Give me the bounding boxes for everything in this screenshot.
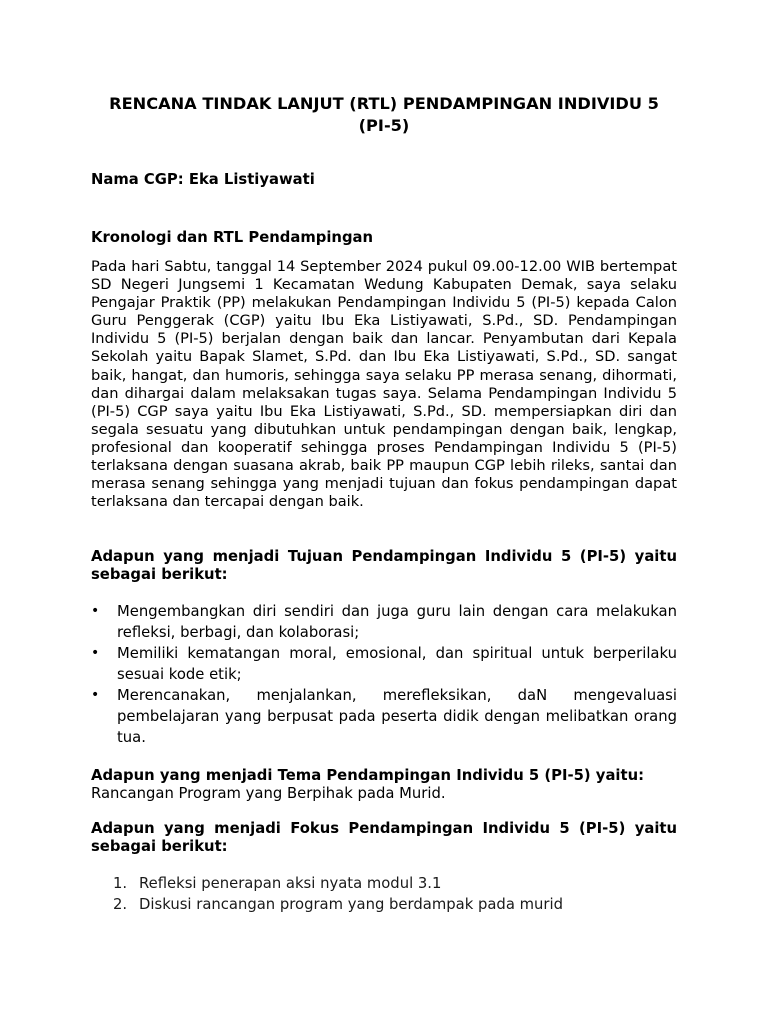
fokus-item-text: Refleksi penerapan aksi nyata modul 3.1 bbox=[139, 875, 442, 892]
bullet-icon: • bbox=[91, 603, 100, 619]
tujuan-heading: Adapun yang menjadi Tujuan Pendampingan Individu 5 (PI-5) yaitu sebagai berikut: bbox=[91, 548, 677, 583]
list-number: 1. bbox=[113, 875, 128, 892]
kronologi-heading: Kronologi dan RTL Pendampingan bbox=[91, 229, 374, 246]
fokus-item-text: Diskusi rancangan program yang berdampak pada murid bbox=[139, 896, 563, 913]
document-title: RENCANA TINDAK LANJUT (RTL) PENDAMPINGAN INDIVIDU 5 (PI-5) bbox=[109, 94, 659, 135]
list-item bbox=[91, 643, 677, 685]
cgp-name: Nama CGP: Eka Listiyawati bbox=[91, 171, 315, 188]
tujuan-list bbox=[91, 601, 677, 748]
list-item bbox=[91, 873, 677, 894]
kronologi-paragraph: Pada hari Sabtu, tanggal 14 September 2024 pukul 09.00-12.00 WIB bertempat SD Negeri Jungsemi 1 Kecamatan Wedung Kabupaten Demak, saya selaku Pengajar Praktik (PP) melakukan Pendampingan Individu 5 (PI-5) kepada Calon Guru Penggerak (CGP) yaitu Ibu Eka Listiyawati, S.Pd., SD. Pendampingan Individu 5 (PI-5) berjalan dengan baik dan lancar. Penyambutan dari Kepala Sekolah yaitu Bapak Slamet, S.Pd. dan Ibu Eka Listiyawati, S.Pd., SD. sangat baik, hangat, dan humoris, sehingga saya selaku PP merasa senang, dihormati, dan dihargai dalam melaksakan tugas saya. Selama Pendampingan Individu 5 (PI-5) CGP saya yaitu Ibu Eka Listiyawati, S.Pd., SD. mempersiapkan diri dan segala sesuatu yang dibutuhkan untuk pendampingan dengan baik, lengkap, profesional dan kooperatif sehingga proses Pendampingan Individu 5 (PI-5) terlaksana dengan suasana akrab, baik PP maupun CGP lebih rileks, santai dan merasa senang sehingga yang menjadi tujuan dan fokus pendampingan dapat terlaksana dan tercapai dengan baik. bbox=[91, 258, 677, 511]
fokus-heading: Adapun yang menjadi Fokus Pendampingan Individu 5 (PI-5) yaitu sebagai berikut: bbox=[91, 820, 677, 855]
tujuan-item-text: Mengembangkan diri sendiri dan juga guru lain dengan cara melakukan refleksi, berbagi, dan kolaborasi; bbox=[117, 603, 677, 641]
document-page bbox=[91, 0, 677, 1024]
fokus-list bbox=[91, 873, 677, 915]
tujuan-item-text: Merencanakan, menjalankan, merefleksikan, daN mengevaluasi pembelajaran yang berpusat pada peserta didik dengan melibatkan orang tua. bbox=[117, 687, 677, 746]
tujuan-item-text: Memiliki kematangan moral, emosional, dan spiritual untuk berperilaku sesuai kode etik; bbox=[117, 645, 677, 683]
tema-heading: Adapun yang menjadi Tema Pendampingan Individu 5 (PI-5) yaitu: bbox=[91, 767, 645, 784]
tema-block bbox=[91, 767, 677, 803]
bullet-icon: • bbox=[91, 645, 100, 661]
list-number: 2. bbox=[113, 896, 128, 913]
bullet-icon: • bbox=[91, 687, 100, 703]
list-item bbox=[91, 894, 677, 915]
list-item bbox=[91, 601, 677, 643]
tema-value: Rancangan Program yang Berpihak pada Murid. bbox=[91, 785, 446, 802]
list-item bbox=[91, 685, 677, 748]
